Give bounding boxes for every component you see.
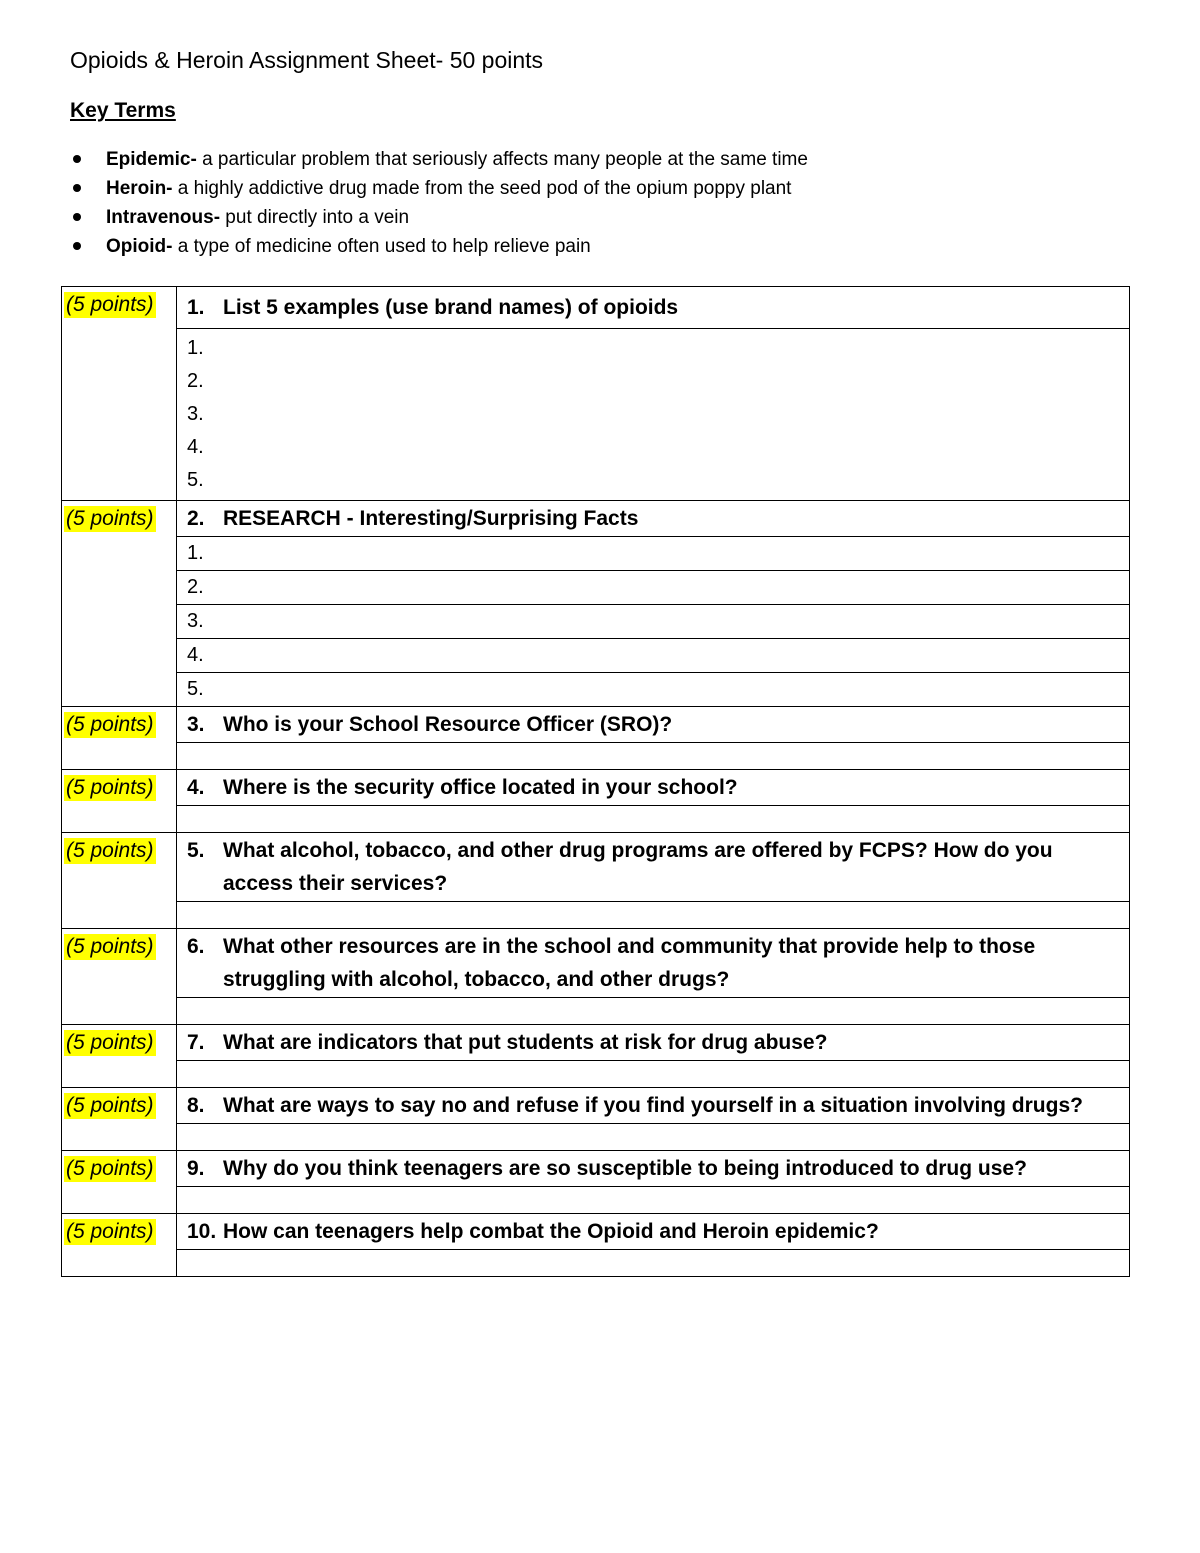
answer-line-number: 3. bbox=[187, 403, 204, 425]
answer-line-number: 5. bbox=[187, 678, 204, 700]
answer-cell[interactable] bbox=[177, 998, 1130, 1025]
question-row bbox=[62, 1088, 1130, 1124]
key-term-item bbox=[70, 145, 808, 174]
question-row bbox=[62, 929, 1130, 998]
key-term-definition: a type of medicine often used to help relieve pain bbox=[172, 236, 591, 257]
points-cell bbox=[62, 1151, 177, 1214]
answer-line-number: 1. bbox=[187, 337, 204, 359]
question-row bbox=[62, 1025, 1130, 1061]
question-text: What other resources are in the school and community that provide help to those struggling with alcohol, tobacco, and other drugs? bbox=[223, 935, 1036, 991]
answer-line-number: 4. bbox=[187, 644, 204, 666]
answer-cell[interactable] bbox=[177, 902, 1130, 929]
answer-cell[interactable] bbox=[177, 537, 1130, 571]
points-label: (5 points) bbox=[66, 935, 154, 958]
key-term-item bbox=[70, 232, 808, 261]
points-label: (5 points) bbox=[66, 293, 154, 316]
points-cell bbox=[62, 1025, 177, 1088]
question-row bbox=[62, 501, 1130, 537]
answer-cell[interactable] bbox=[177, 1061, 1130, 1088]
question-cell bbox=[177, 501, 1130, 537]
points-cell bbox=[62, 833, 177, 929]
answer-cell[interactable] bbox=[177, 329, 1130, 501]
question-number: 6. bbox=[187, 935, 205, 958]
points-cell bbox=[62, 501, 177, 707]
answer-line-number: 2. bbox=[187, 576, 204, 598]
points-label: (5 points) bbox=[66, 839, 154, 862]
answer-cell[interactable] bbox=[177, 1250, 1130, 1277]
question-number: 10. bbox=[187, 1220, 217, 1243]
question-number: 7. bbox=[187, 1031, 205, 1054]
question-text: What are ways to say no and refuse if you find yourself in a situation involving drugs? bbox=[223, 1094, 1083, 1117]
points-cell bbox=[62, 770, 177, 833]
answer-cell[interactable] bbox=[177, 1187, 1130, 1214]
question-cell bbox=[177, 1151, 1130, 1187]
question-number: 1. bbox=[187, 296, 205, 319]
question-row bbox=[62, 833, 1130, 902]
key-term: Epidemic- bbox=[106, 149, 197, 170]
question-row bbox=[62, 287, 1130, 329]
key-term-item bbox=[70, 174, 808, 203]
assignment-table bbox=[61, 286, 1130, 1277]
points-label: (5 points) bbox=[66, 1031, 154, 1054]
question-text: Where is the security office located in your school? bbox=[223, 776, 738, 799]
key-term-definition: put directly into a vein bbox=[220, 207, 410, 228]
question-cell bbox=[177, 287, 1130, 329]
bullet-icon bbox=[73, 213, 81, 221]
key-term-item bbox=[70, 203, 808, 232]
answer-line-number: 1. bbox=[187, 542, 204, 564]
points-cell bbox=[62, 707, 177, 770]
answer-line-number: 2. bbox=[187, 370, 204, 392]
points-cell bbox=[62, 929, 177, 1025]
key-terms-list bbox=[70, 145, 808, 261]
answer-cell[interactable] bbox=[177, 743, 1130, 770]
bullet-icon bbox=[73, 184, 81, 192]
answer-line-number: 4. bbox=[187, 436, 204, 458]
answer-cell[interactable] bbox=[177, 806, 1130, 833]
question-text: RESEARCH - Interesting/Surprising Facts bbox=[223, 507, 639, 530]
key-term-definition: a highly addictive drug made from the seed pod of the opium poppy plant bbox=[172, 178, 792, 199]
question-number: 5. bbox=[187, 839, 205, 862]
question-cell bbox=[177, 770, 1130, 806]
question-cell bbox=[177, 929, 1130, 998]
points-label: (5 points) bbox=[66, 1094, 154, 1117]
key-term: Heroin- bbox=[106, 178, 173, 199]
document-title: Opioids & Heroin Assignment Sheet- 50 points bbox=[70, 47, 544, 73]
points-label: (5 points) bbox=[66, 713, 154, 736]
question-text: How can teenagers help combat the Opioid and Heroin epidemic? bbox=[223, 1220, 879, 1243]
points-cell bbox=[62, 1214, 177, 1277]
points-label: (5 points) bbox=[66, 776, 154, 799]
key-term-definition: a particular problem that seriously affects many people at the same time bbox=[196, 149, 808, 170]
question-cell bbox=[177, 1214, 1130, 1250]
points-label: (5 points) bbox=[66, 1220, 154, 1243]
question-cell bbox=[177, 1025, 1130, 1061]
question-text: What alcohol, tobacco, and other drug programs are offered by FCPS? How do you access their services? bbox=[223, 839, 1053, 895]
key-terms-heading: Key Terms bbox=[70, 99, 176, 122]
answer-line-number: 5. bbox=[187, 469, 204, 491]
answer-cell[interactable] bbox=[177, 571, 1130, 605]
question-number: 4. bbox=[187, 776, 205, 799]
answer-line-number: 3. bbox=[187, 610, 204, 632]
question-text: Why do you think teenagers are so susceptible to being introduced to drug use? bbox=[223, 1157, 1027, 1180]
question-row bbox=[62, 707, 1130, 743]
question-number: 9. bbox=[187, 1157, 205, 1180]
question-cell bbox=[177, 1088, 1130, 1124]
question-cell bbox=[177, 833, 1130, 902]
question-row bbox=[62, 770, 1130, 806]
points-label: (5 points) bbox=[66, 507, 154, 530]
key-term: Opioid- bbox=[106, 236, 173, 257]
answer-row bbox=[62, 329, 1130, 501]
question-number: 3. bbox=[187, 713, 205, 736]
points-cell bbox=[62, 287, 177, 501]
bullet-icon bbox=[73, 242, 81, 250]
question-number: 2. bbox=[187, 507, 205, 530]
question-text: What are indicators that put students at risk for drug abuse? bbox=[223, 1031, 828, 1054]
answer-cell[interactable] bbox=[177, 639, 1130, 673]
question-cell bbox=[177, 707, 1130, 743]
question-row bbox=[62, 1214, 1130, 1250]
answer-cell[interactable] bbox=[177, 1124, 1130, 1151]
question-row bbox=[62, 1151, 1130, 1187]
points-cell bbox=[62, 1088, 177, 1151]
question-text: Who is your School Resource Officer (SRO)? bbox=[223, 713, 673, 736]
question-number: 8. bbox=[187, 1094, 205, 1117]
key-term: Intravenous- bbox=[106, 207, 221, 228]
question-text: List 5 examples (use brand names) of opioids bbox=[223, 296, 679, 319]
answer-cell[interactable] bbox=[177, 605, 1130, 639]
bullet-icon bbox=[73, 155, 81, 163]
answer-cell[interactable] bbox=[177, 673, 1130, 707]
points-label: (5 points) bbox=[66, 1157, 154, 1180]
